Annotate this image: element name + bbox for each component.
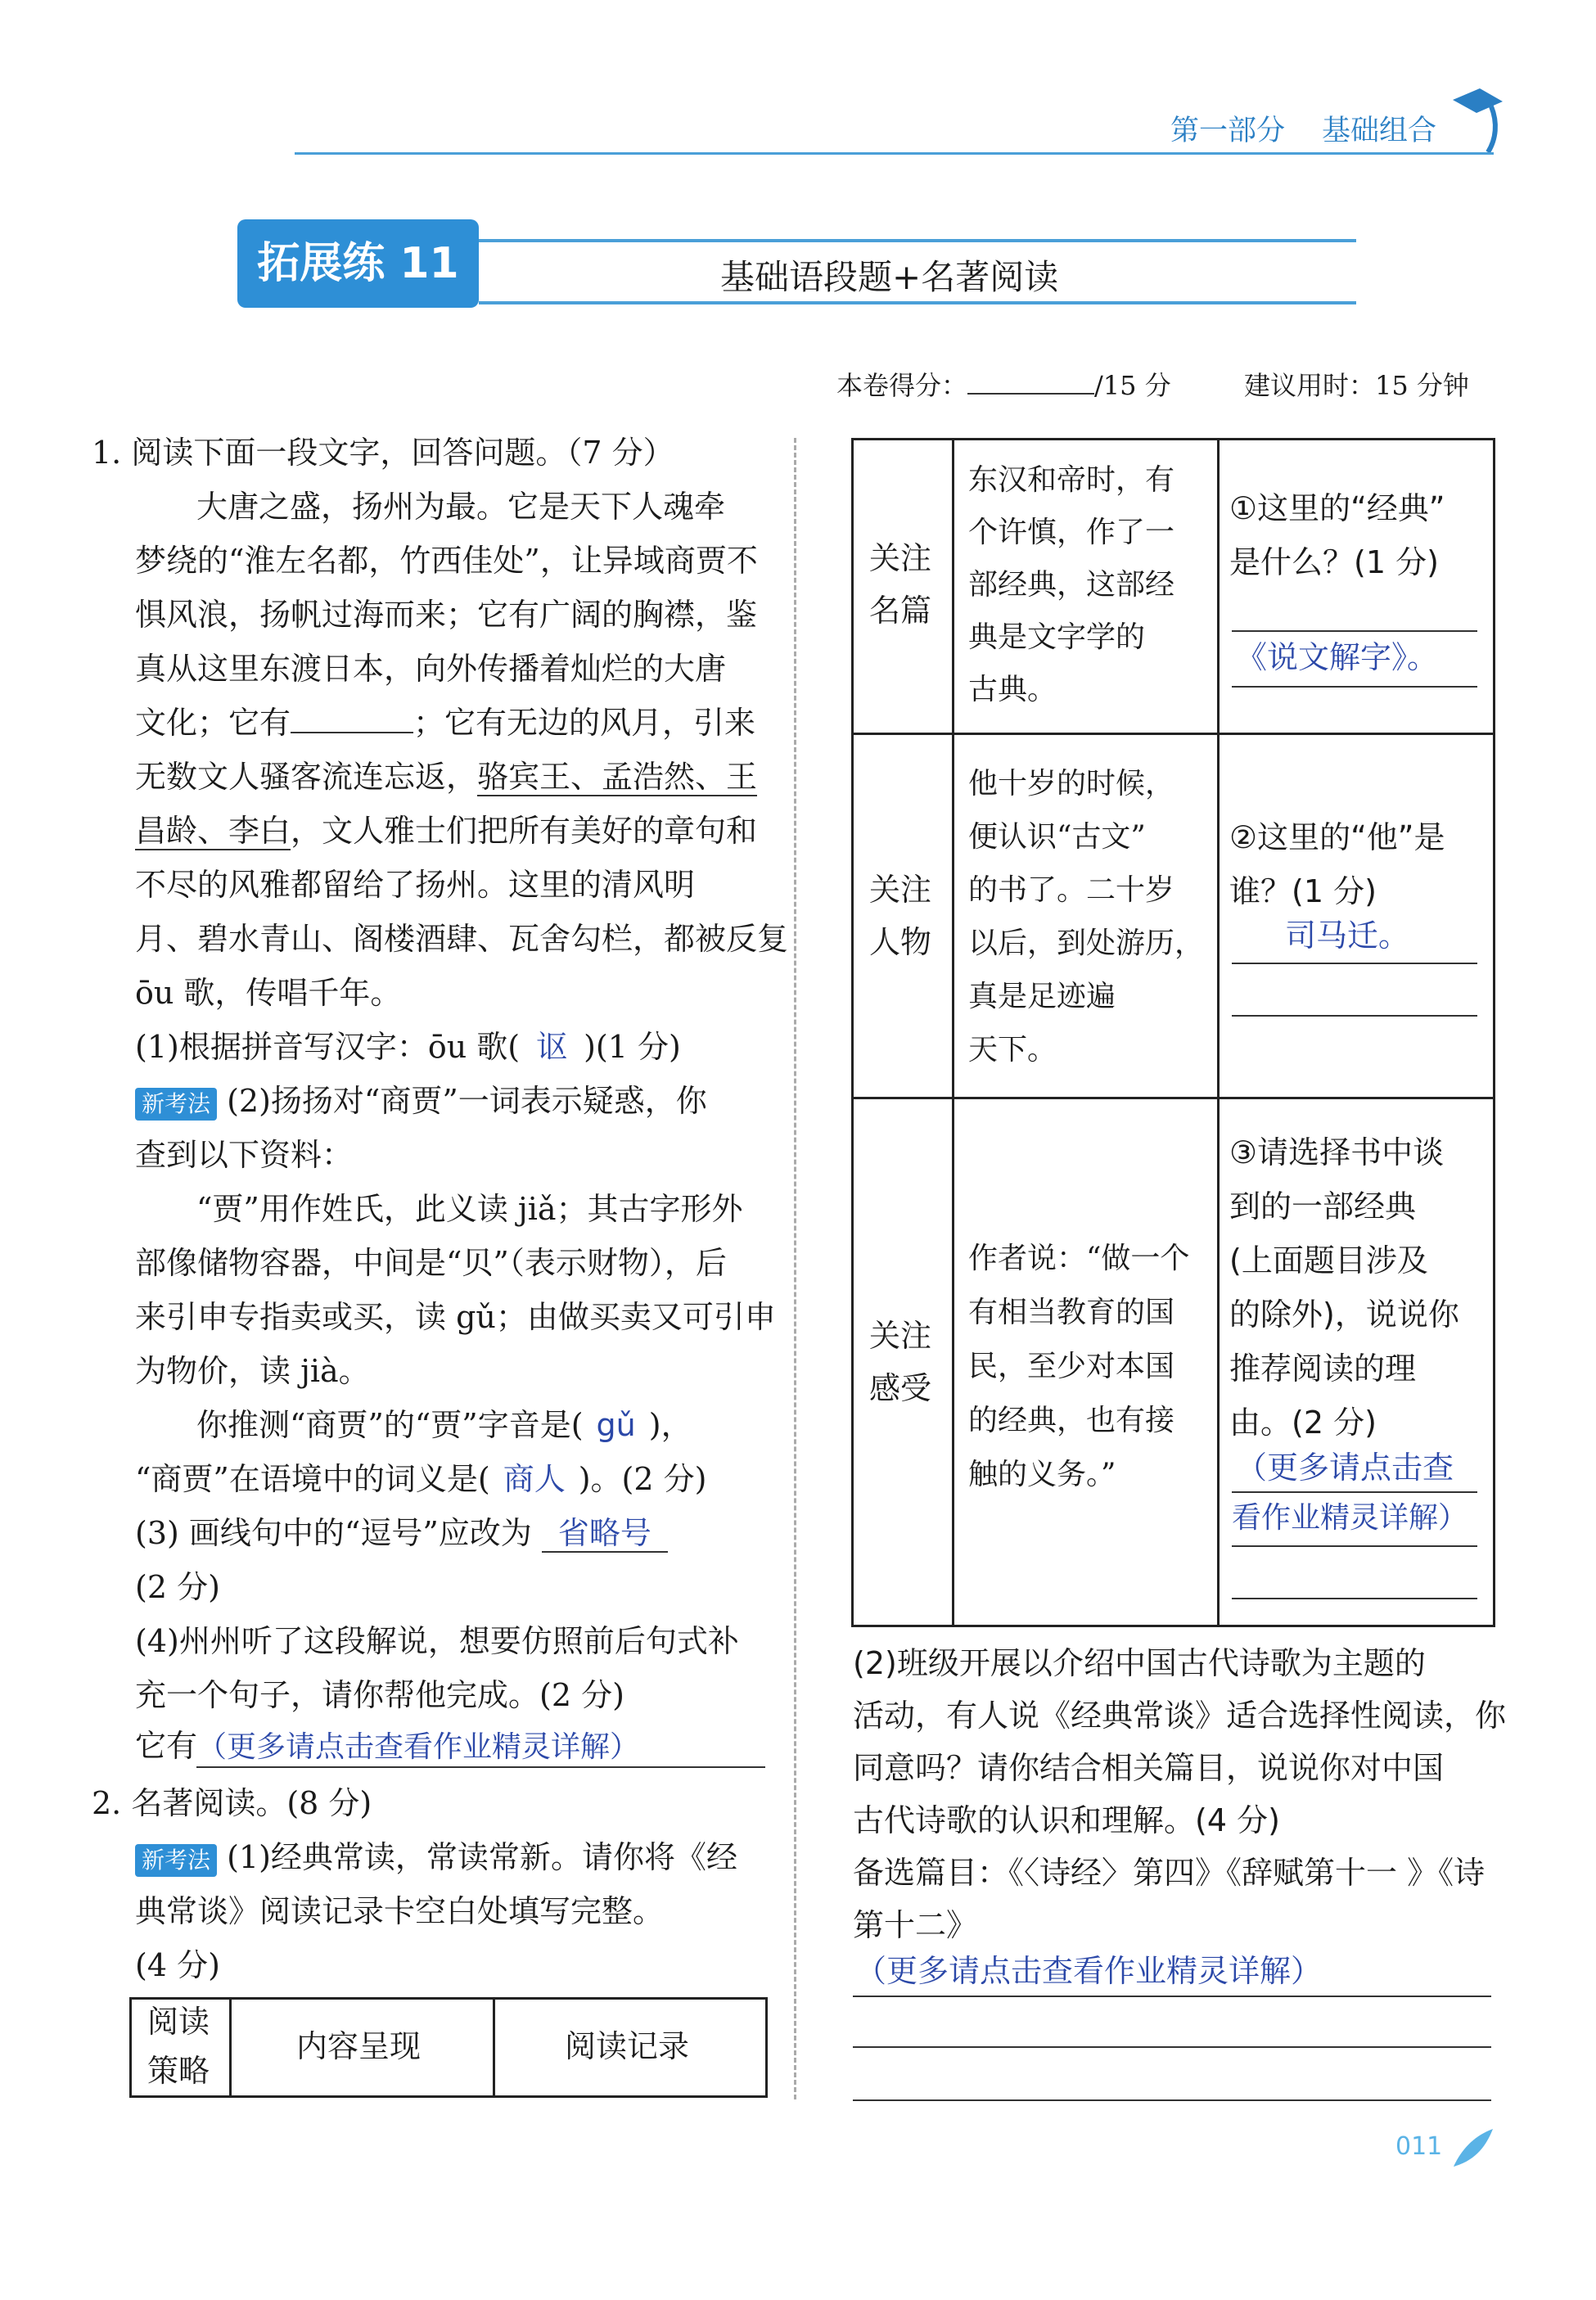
passage-blank[interactable] bbox=[291, 732, 413, 733]
answer-pronunciation: gǔ bbox=[596, 1407, 636, 1443]
q1-passage-line: ōu 歌，传唱千年。 bbox=[135, 975, 402, 1011]
row-content-line: 古典。 bbox=[968, 673, 1057, 706]
row-question: 推荐阅读的理 bbox=[1229, 1351, 1417, 1387]
q1-sub1: (1)根据拼音写汉字：ōu 歌( 讴 )(1 分) bbox=[135, 1029, 681, 1065]
q1-passage-line: 真从这里东渡日本，向外传播着灿烂的大唐 bbox=[135, 651, 727, 687]
row-question: ③请选择书中谈 bbox=[1229, 1134, 1445, 1170]
row-content-line: 触的义务。” bbox=[968, 1458, 1116, 1491]
title-rule-bottom bbox=[479, 301, 1356, 304]
row-content-line: 有相当教育的国 bbox=[968, 1296, 1175, 1329]
q1-passage-line: 昌龄、李白，文人雅士们把所有美好的章句和 bbox=[135, 813, 758, 849]
score-label: 本卷得分： /15 分 bbox=[836, 370, 1171, 401]
row-content-line: 民，至少对本国 bbox=[968, 1350, 1175, 1383]
q1-passage-line: 无数文人骚客流连忘返，骆宾王、孟浩然、王 bbox=[135, 759, 758, 795]
q1-sub4-line: (4)州州听了这段解说，想要仿照前后句式补 bbox=[135, 1623, 739, 1659]
row-content-line: 真是足迹遍 bbox=[968, 980, 1116, 1013]
q2-sub1: 新考法 (1)经典常读，常读常新。请你将《经 bbox=[135, 1830, 737, 1884]
row-strategy: 关注 bbox=[869, 872, 932, 908]
q1-sub3-score: (2 分) bbox=[135, 1569, 220, 1605]
q2-sub2-line: (2)班级开展以介绍中国古代诗歌为主题的 bbox=[853, 1645, 1426, 1681]
q2-sub2-line: 备选篇目：《〈诗经〉第四》《辞赋第十一 》《诗 bbox=[853, 1855, 1486, 1891]
table-head-strategy: 策略 bbox=[147, 2053, 210, 2089]
reference-line: “贾”用作姓氏，此义读 jiǎ；其古字形外 bbox=[196, 1191, 743, 1227]
q1-sub4-line: 充一个句子，请你帮他完成。(2 分) bbox=[135, 1677, 624, 1713]
row-strategy: 关注 bbox=[869, 1318, 932, 1354]
header-part: 第一部分 bbox=[1170, 115, 1286, 147]
q1-passage-line: 文化；它有 ；它有无边的风月，引来 bbox=[135, 705, 756, 741]
row-answer: 司马迁。 bbox=[1285, 918, 1410, 954]
row-question: 的除外)，说说你 bbox=[1229, 1297, 1459, 1333]
row-question: 到的一部经典 bbox=[1229, 1188, 1417, 1224]
q1-passage-line: 大唐之盛，扬州为最。它是天下人魂牵 bbox=[196, 489, 726, 525]
q1-sub2-meaning: “商贾”在语境中的词义是( 商人 )。(2 分) bbox=[135, 1461, 707, 1497]
row-content-line: 作者说：“做一个 bbox=[968, 1242, 1190, 1275]
row-content-line: 的经典，也有接 bbox=[968, 1404, 1175, 1437]
q2-sub2-line: 第十二》 bbox=[853, 1907, 978, 1943]
row-strategy: 关注 bbox=[869, 540, 932, 576]
q1-passage-line: 月、碧水青山、阁楼酒肆、瓦舍勾栏，都被反复 bbox=[135, 921, 789, 957]
row-answer: 《说文解字》。 bbox=[1236, 639, 1439, 675]
reference-line: 为物价，读 jià。 bbox=[135, 1353, 370, 1389]
answer-line bbox=[196, 1766, 765, 1768]
row-question: 谁？(1 分) bbox=[1229, 873, 1377, 909]
row-strategy: 名篇 bbox=[869, 593, 932, 629]
table-head-content: 内容呈现 bbox=[296, 2028, 422, 2064]
q1-sub2-question: 你推测“商贾”的“贾”字音是( gǔ )， bbox=[196, 1407, 692, 1443]
row-content-line: 天下。 bbox=[968, 1033, 1057, 1067]
q1-sub2-line: 查到以下资料： bbox=[135, 1137, 354, 1173]
row-question: 由。(2 分) bbox=[1229, 1405, 1377, 1441]
q2-sub2-line: 古代诗歌的认识和理解。(4 分) bbox=[853, 1802, 1280, 1838]
q2-sub1-line: (4 分) bbox=[135, 1947, 220, 1983]
row-question: 是什么？(1 分) bbox=[1229, 544, 1439, 580]
q1-passage-line: 梦绕的“淮左名都，竹西佳处”，让异域商贾不 bbox=[135, 543, 758, 579]
page-number: 011 bbox=[1395, 2132, 1443, 2161]
q1-sub3: (3) 画线句中的“逗号”应改为 省略号 bbox=[135, 1506, 668, 1560]
graduation-cap-icon bbox=[1449, 82, 1506, 156]
row-content-line: 典是文字学的 bbox=[968, 620, 1146, 654]
column-divider bbox=[794, 438, 796, 2099]
time-label: 建议用时：15 分钟 bbox=[1244, 370, 1469, 401]
answer-ou: 讴 bbox=[536, 1029, 568, 1065]
row-strategy: 感受 bbox=[869, 1370, 932, 1406]
new-method-tag: 新考法 bbox=[135, 1844, 217, 1877]
q2-sub1-line: 典常谈》阅读记录卡空白处填写完整。 bbox=[135, 1893, 665, 1929]
header-rule bbox=[295, 152, 1494, 155]
q2-sub2-answer-link[interactable]: （更多请点击查看作业精灵详解） bbox=[855, 1953, 1323, 1989]
row-content-line: 他十岁的时候， bbox=[968, 767, 1175, 800]
row-answer-link[interactable]: （更多请点击查 bbox=[1236, 1450, 1454, 1486]
score-blank[interactable] bbox=[967, 393, 1094, 395]
row-content-line: 部经典，这部经 bbox=[968, 568, 1175, 602]
answer-meaning: 商人 bbox=[503, 1461, 566, 1497]
q1-passage-line: 惧风浪，扬帆过海而来；它有广阔的胸襟，鉴 bbox=[135, 597, 758, 633]
exercise-subtitle: 基础语段题+名著阅读 bbox=[720, 257, 1059, 297]
table-head-strategy: 阅读 bbox=[147, 2004, 210, 2040]
row-content-line: 便认识“古文” bbox=[968, 820, 1146, 854]
q2-sub2-line: 活动，有人说《经典常谈》适合选择性阅读，你 bbox=[853, 1698, 1507, 1734]
q1-sub4-answer: 它有（更多请点击查看作业精灵详解） bbox=[135, 1728, 640, 1764]
row-content-line: 东汉和帝时，有 bbox=[968, 463, 1175, 497]
row-strategy: 人物 bbox=[869, 924, 932, 960]
answer-link[interactable]: （更多请点击查看作业精灵详解） bbox=[197, 1730, 640, 1764]
row-question: ②这里的“他”是 bbox=[1229, 819, 1445, 855]
answer-punctuation: 省略号 bbox=[542, 1515, 668, 1553]
underlined-sentence: 骆宾王、孟浩然、王 bbox=[477, 759, 758, 795]
q2-sub2-line: 同意吗？请你结合相关篇目，说说你对中国 bbox=[853, 1750, 1445, 1786]
row-content-line: 的书了。二十岁 bbox=[968, 873, 1175, 907]
table-head-record: 阅读记录 bbox=[565, 2028, 690, 2064]
reference-line: 部像储物容器，中间是“贝”（表示财物），后 bbox=[135, 1245, 727, 1281]
row-content-line: 以后，到处游历， bbox=[968, 927, 1205, 960]
row-question: (上面题目涉及 bbox=[1229, 1242, 1428, 1279]
q2-heading: 2. 名著阅读。(8 分) bbox=[92, 1785, 372, 1821]
underlined-sentence: 昌龄、李白 bbox=[135, 813, 291, 849]
exercise-badge: 拓展练 11 bbox=[237, 219, 479, 308]
q1-heading: 1. 阅读下面一段文字，回答问题。（7 分） bbox=[92, 435, 674, 471]
feather-icon bbox=[1447, 2124, 1496, 2173]
q1-sub2: 新考法 (2)扬扬对“商贾”一词表示疑惑，你 bbox=[135, 1074, 707, 1128]
new-method-tag: 新考法 bbox=[135, 1088, 217, 1121]
header-section: 基础组合 bbox=[1322, 115, 1437, 147]
reference-line: 来引申专指卖或买，读 gǔ；由做买卖又可引申 bbox=[135, 1299, 776, 1335]
title-rule-top bbox=[479, 239, 1356, 242]
q1-passage-line: 不尽的风雅都留给了扬州。这里的清风明 bbox=[135, 867, 696, 903]
row-answer-link[interactable]: 看作业精灵详解） bbox=[1232, 1501, 1468, 1535]
row-content-line: 个许慎，作了一 bbox=[968, 516, 1175, 549]
row-question: ①这里的“经典” bbox=[1229, 490, 1445, 526]
